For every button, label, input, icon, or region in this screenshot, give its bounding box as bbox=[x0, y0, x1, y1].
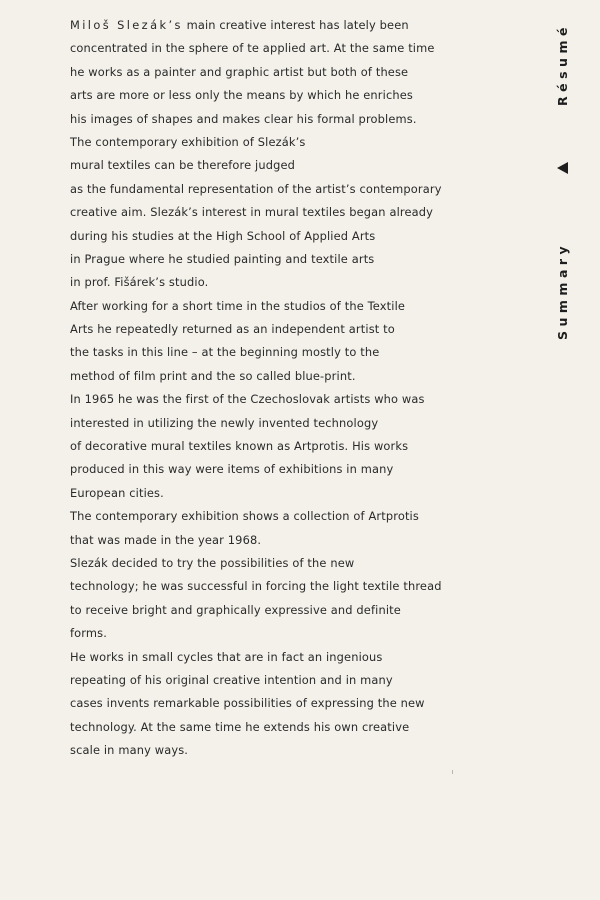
text-line: After working for a short time in the studios of the Textile bbox=[70, 298, 406, 313]
text-line: cases invents remarkable possibilities of expressing the new bbox=[70, 696, 425, 711]
text-line: in Prague where he studied painting and textile arts bbox=[70, 251, 375, 266]
text-line: mural textiles can be therefore judged bbox=[70, 158, 296, 173]
text-line: produced in this way were items of exhibitions in many bbox=[70, 462, 394, 477]
text-line: interested in utilizing the newly invented technology bbox=[70, 415, 379, 430]
text-line: of decorative mural textiles known as Artprotis. His works bbox=[70, 439, 409, 454]
text-line: Arts he repeatedly returned as an independent artist to bbox=[70, 322, 395, 337]
text-line: European cities. bbox=[70, 485, 164, 500]
text-line: The contemporary exhibition of Slezák’s bbox=[70, 134, 306, 149]
text-line: scale in many ways. bbox=[70, 743, 189, 758]
text-line: In 1965 he was the first of the Czechoslovak artists who was bbox=[70, 392, 425, 407]
text-line: The contemporary exhibition shows a collection of Artprotis bbox=[70, 509, 419, 524]
text-line: to receive bright and graphically expressive and definite bbox=[70, 602, 401, 617]
text-line: creative aim. Slezák’s interest in mural textiles began already bbox=[70, 205, 434, 220]
paper-speck bbox=[452, 770, 453, 774]
text-line: his images of shapes and makes clear his formal problems. bbox=[70, 111, 417, 126]
text-line: during his studies at the High School of Applied Arts bbox=[70, 228, 376, 243]
summary-text bbox=[70, 14, 470, 763]
text-line: repeating of his original creative intention and in many bbox=[70, 672, 393, 687]
text-line: that was made in the year 1968. bbox=[70, 532, 262, 547]
text-line: arts are more or less only the means by which he enriches bbox=[70, 88, 413, 103]
text-line: He works in small cycles that are in fact an ingenious bbox=[70, 649, 383, 664]
text-line: Miloš Slezák’s main creative interest has lately been bbox=[70, 18, 409, 32]
text-line: forms. bbox=[70, 626, 108, 641]
text-line: Slezák decided to try the possibilities of the new bbox=[70, 555, 355, 570]
text-line: technology; he was successful in forcing the light textile thread bbox=[70, 579, 442, 594]
summary-label: Summary bbox=[555, 241, 570, 340]
resume-label: Résumé bbox=[555, 23, 570, 106]
triangle-left-icon bbox=[557, 162, 568, 174]
artist-name: Miloš Slezák’s bbox=[70, 18, 183, 32]
text-line: concentrated in the sphere of te applied art. At the same time bbox=[70, 41, 435, 56]
text-line: the tasks in this line – at the beginning mostly to the bbox=[70, 345, 380, 360]
text-line: technology. At the same time he extends his own creative bbox=[70, 719, 410, 734]
text-line: method of film print and the so called blue-print. bbox=[70, 368, 356, 383]
text-line: he works as a painter and graphic artist but both of these bbox=[70, 64, 409, 79]
text-line: in prof. Fišárek’s studio. bbox=[70, 275, 209, 290]
text-line: as the fundamental representation of the artist’s contemporary bbox=[70, 181, 442, 196]
